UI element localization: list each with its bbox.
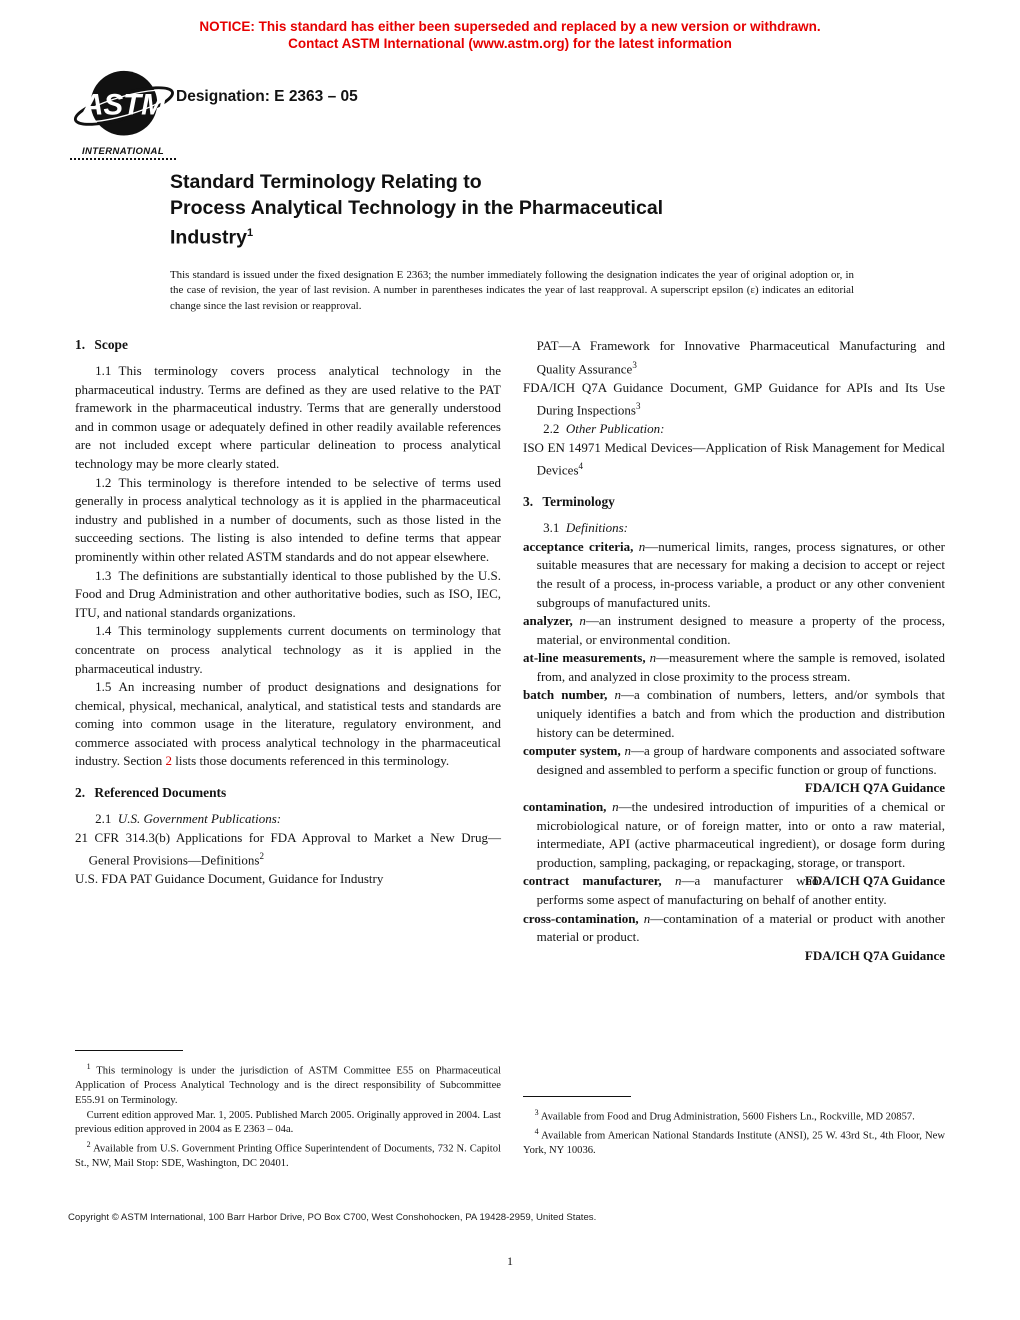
term-definition: [523, 686, 945, 742]
logo-international-label: INTERNATIONAL: [70, 146, 176, 160]
title-line-3: Industry: [170, 226, 247, 249]
definition-text: —the undesired introduction of impurities of a chemical or microbiological nature, or of foreign matter, into or onto a raw material, intermediate, API (active pharmaceutical ingredient), or dosage form during production, sampling, packaging, or repackaging, storage, or transport.: [536, 799, 946, 870]
section-heading-scope: [75, 337, 501, 353]
guidance-attribution: FDA/ICH Q7A Guidance: [804, 780, 945, 796]
reference-entry: FDA/ICH Q7A Guidance Document, GMP Guidance for APIs and Its Use During Inspections$^3$: [523, 379, 945, 418]
reference-entry: 21 CFR 314.3(b) Applications for FDA Approval to Market a New Drug—General Provisions—Definitions$^2$: [75, 829, 501, 868]
footnote: $^4$ Available from American National Standards Institute (ANSI), 25 W. 43rd St., 4th Floor, New York, NY 10036.: [523, 1127, 945, 1157]
defined-term: analyzer,: [523, 613, 573, 629]
section-heading-terminology: [523, 494, 945, 510]
defined-term: acceptance criteria,: [523, 538, 634, 554]
footnote-number: 1: [86, 1062, 91, 1071]
section-cross-reference-link[interactable]: 2: [165, 753, 173, 769]
part-of-speech: n: [579, 613, 586, 629]
notice-line-1: NOTICE: This standard has either been superseded and replaced by a new version or withdrawn.: [199, 19, 821, 34]
section-title: Referenced Documents: [94, 785, 227, 801]
subsection-number: 2.2: [543, 421, 560, 437]
guidance-attribution: FDA/ICH Q7A Guidance: [804, 947, 945, 963]
footnote-reference: 2: [259, 851, 264, 862]
footnote: $^3$ Available from Food and Drug Administration, 5600 Fishers Ln., Rockville, MD 20857.: [534, 1108, 915, 1123]
reference-list-right: [523, 337, 945, 420]
footnote-number: 4: [534, 1127, 539, 1137]
subsection-number: 2.1: [95, 811, 112, 827]
footnote-reference: 3: [635, 401, 641, 412]
astm-globe-icon: [71, 68, 175, 146]
section-number: 2.: [75, 785, 86, 801]
title-line-2: Process Analytical Technology in the Pharmaceutical: [170, 196, 664, 219]
supersession-notice: [0, 19, 1020, 52]
scope-paragraphs: [75, 362, 501, 771]
reference-list-right-2: [523, 439, 945, 481]
footnote-rule: [75, 1050, 183, 1051]
footnote-number: 2: [86, 1140, 91, 1150]
definition-text: —a manufacturer who performs some aspect of manufacturing on behalf of another entity.: [536, 873, 887, 908]
scope-paragraph: 1.2 This terminology is therefore intended to be selective of terms used generally in process analytical technology as it is applied in the pharmaceutical industry and published in a number of documents, such as those listed in the succeeding sections. The listing is also intended to define terms that appear prominently within other related ASTM standards and do not appear elsewhere.: [75, 474, 501, 564]
part-of-speech: n: [649, 650, 657, 666]
definitions-list: [523, 538, 945, 966]
section-heading-referenced-documents: [75, 785, 501, 801]
subsection-title: U.S. Government Publications:: [117, 811, 282, 827]
title-footnote-ref: 1: [246, 227, 254, 239]
footnote: Current edition approved Mar. 1, 2005. Published March 2005. Originally approved in 2004. Last previous edition approved in 2004 as E 2363 – 04a.: [75, 1109, 501, 1136]
section-number: 3.: [523, 494, 534, 510]
part-of-speech: n: [612, 799, 619, 815]
definition-text: —a group of hardware components and associated software designed and assembled to perform a specific function or group of functions.: [536, 743, 946, 777]
part-of-speech: n: [643, 910, 651, 926]
reference-list-left: [75, 829, 501, 889]
footnote: $^2$ Available from U.S. Government Printing Office Superintendent of Documents, 732 N. Capitol St., NW, Mail Stop: SDE, Washington, DC 20401.: [75, 1140, 501, 1170]
astm-logo: [70, 68, 176, 160]
defined-term: cross-contamination,: [523, 910, 639, 926]
subsection-definitions: [523, 519, 945, 538]
scope-paragraph: 1.1 This terminology covers process analytical technology in the pharmaceutical industry. Terms are defined as they are used relative to the PAT framework in the pharmaceutical industry. Terms that are generally understood and in common usage or adequately defined in other readily available references are not included except where particular delineation to process analytical technology may be more clearly stated.: [75, 363, 501, 471]
subsection-title: Definitions:: [565, 520, 628, 536]
svg-text:ASTM: ASTM: [82, 88, 166, 122]
subsection-us-government-publications: [75, 810, 501, 829]
subsection-title: Other Publication:: [565, 421, 665, 437]
definition-text: —contamination of a material or product with another material or product.: [536, 910, 945, 945]
document-title: [170, 170, 663, 251]
reference-entry: U.S. FDA PAT Guidance Document, Guidance for Industry: [75, 871, 384, 887]
term-definition: [523, 910, 945, 947]
issuance-note: This standard is issued under the fixed designation E 2363; the number immediately following the designation indicates the year of original adoption or, in the case of revision, the year of last revision. A number in parentheses indicates the year of last reapproval. A superscript epsilon (ε) indicates an editorial change since the last revision or reapproval.: [170, 269, 854, 312]
footnote-rule: [523, 1096, 631, 1097]
page-number: 1: [507, 1254, 513, 1268]
scope-paragraph: 1.4 This terminology supplements current documents on terminology that concentrate on process analytical technology as it is applied in the pharmaceutical industry.: [75, 623, 501, 676]
part-of-speech: n: [614, 687, 622, 703]
defined-term: at-line measurements,: [523, 650, 646, 666]
definition-text: —measurement where the sample is removed, isolated from, and analyzed in close proximity to the process stream.: [536, 650, 946, 684]
defined-term: computer system,: [523, 743, 621, 759]
title-line-1: Standard Terminology Relating to: [170, 171, 482, 193]
footnote-reference: 3: [632, 359, 637, 370]
left-column: [75, 337, 501, 889]
subsection-number: 3.1: [543, 520, 560, 536]
scope-paragraph: 1.3 The definitions are substantially identical to those published by the U.S. Food and Drug Administration and other authoritative bodies, such as ISO, IEC, ITU, and national standards organizations.: [75, 567, 501, 620]
right-column: [523, 337, 945, 965]
section-title: Scope: [94, 337, 128, 352]
guidance-attribution: FDA/ICH Q7A Guidance: [804, 873, 945, 889]
copyright-line: Copyright © ASTM International, 100 Barr Harbor Drive, PO Box C700, West Conshohocken, PA 19428-2959, United States.: [68, 1212, 597, 1223]
definition-text: —a combination of numbers, letters, and/or symbols that uniquely identifies a batch and from which the production and distribution history can be determined.: [536, 687, 945, 740]
footnote-reference: 4: [578, 461, 584, 472]
designation: Designation: E 2363 – 05: [176, 88, 358, 105]
term-definition: [523, 612, 945, 649]
part-of-speech: n: [674, 873, 682, 889]
term-definition: [523, 649, 945, 686]
footnotes-left: [75, 1050, 501, 1172]
scope-paragraph: 1.5 An increasing number of product designations and designations for chemical, physical, mechanical, analytical, and statistical tests and standards are coming into common usage in the literature, regulatory environment, and commerce associated with process analytical technology in the pharmaceutical industry. Section 2 lists those documents referenced in this terminology.: [75, 679, 501, 769]
section-title: Terminology: [542, 494, 615, 510]
defined-term: contract manufacturer,: [523, 873, 662, 889]
part-of-speech: n: [624, 743, 631, 759]
part-of-speech: n: [638, 538, 646, 554]
subsection-other-publication: [523, 420, 945, 439]
footnote: $^1$ This terminology is under the jurisdiction of ASTM Committee E55 on Pharmaceutical Application of Process Analytical Technology and is the direct responsibility of Subcommittee E55.91 on Terminology.: [75, 1062, 501, 1106]
definition-text: —an instrument designed to measure a property of the process, material, or environmental condition.: [536, 613, 945, 647]
section-number: 1.: [75, 337, 86, 352]
notice-line-2: Contact ASTM International (www.astm.org) for the latest information: [288, 35, 732, 51]
footnote-list-left: [75, 1060, 501, 1172]
defined-term: contamination,: [523, 799, 607, 815]
definition-text: —numerical limits, ranges, process signatures, or other suitable measures that are necessary for making a decision to accept or reject the result of a process, in-process variable, a product or any other convenient subgroups of manufactured units.: [536, 538, 946, 610]
footnote-number: 3: [534, 1108, 539, 1117]
reference-entry: ISO EN 14971 Medical Devices—Application of Risk Management for Medical Devices$^4$: [523, 439, 945, 478]
footnote-list-right: [523, 1106, 945, 1159]
reference-entry: PAT—A Framework for Innovative Pharmaceutical Manufacturing and Quality Assurance$^3$: [536, 338, 945, 376]
term-definition: [523, 538, 945, 612]
defined-term: batch number,: [523, 687, 608, 703]
term-definition: [523, 742, 945, 779]
footnotes-right: [523, 1096, 945, 1159]
